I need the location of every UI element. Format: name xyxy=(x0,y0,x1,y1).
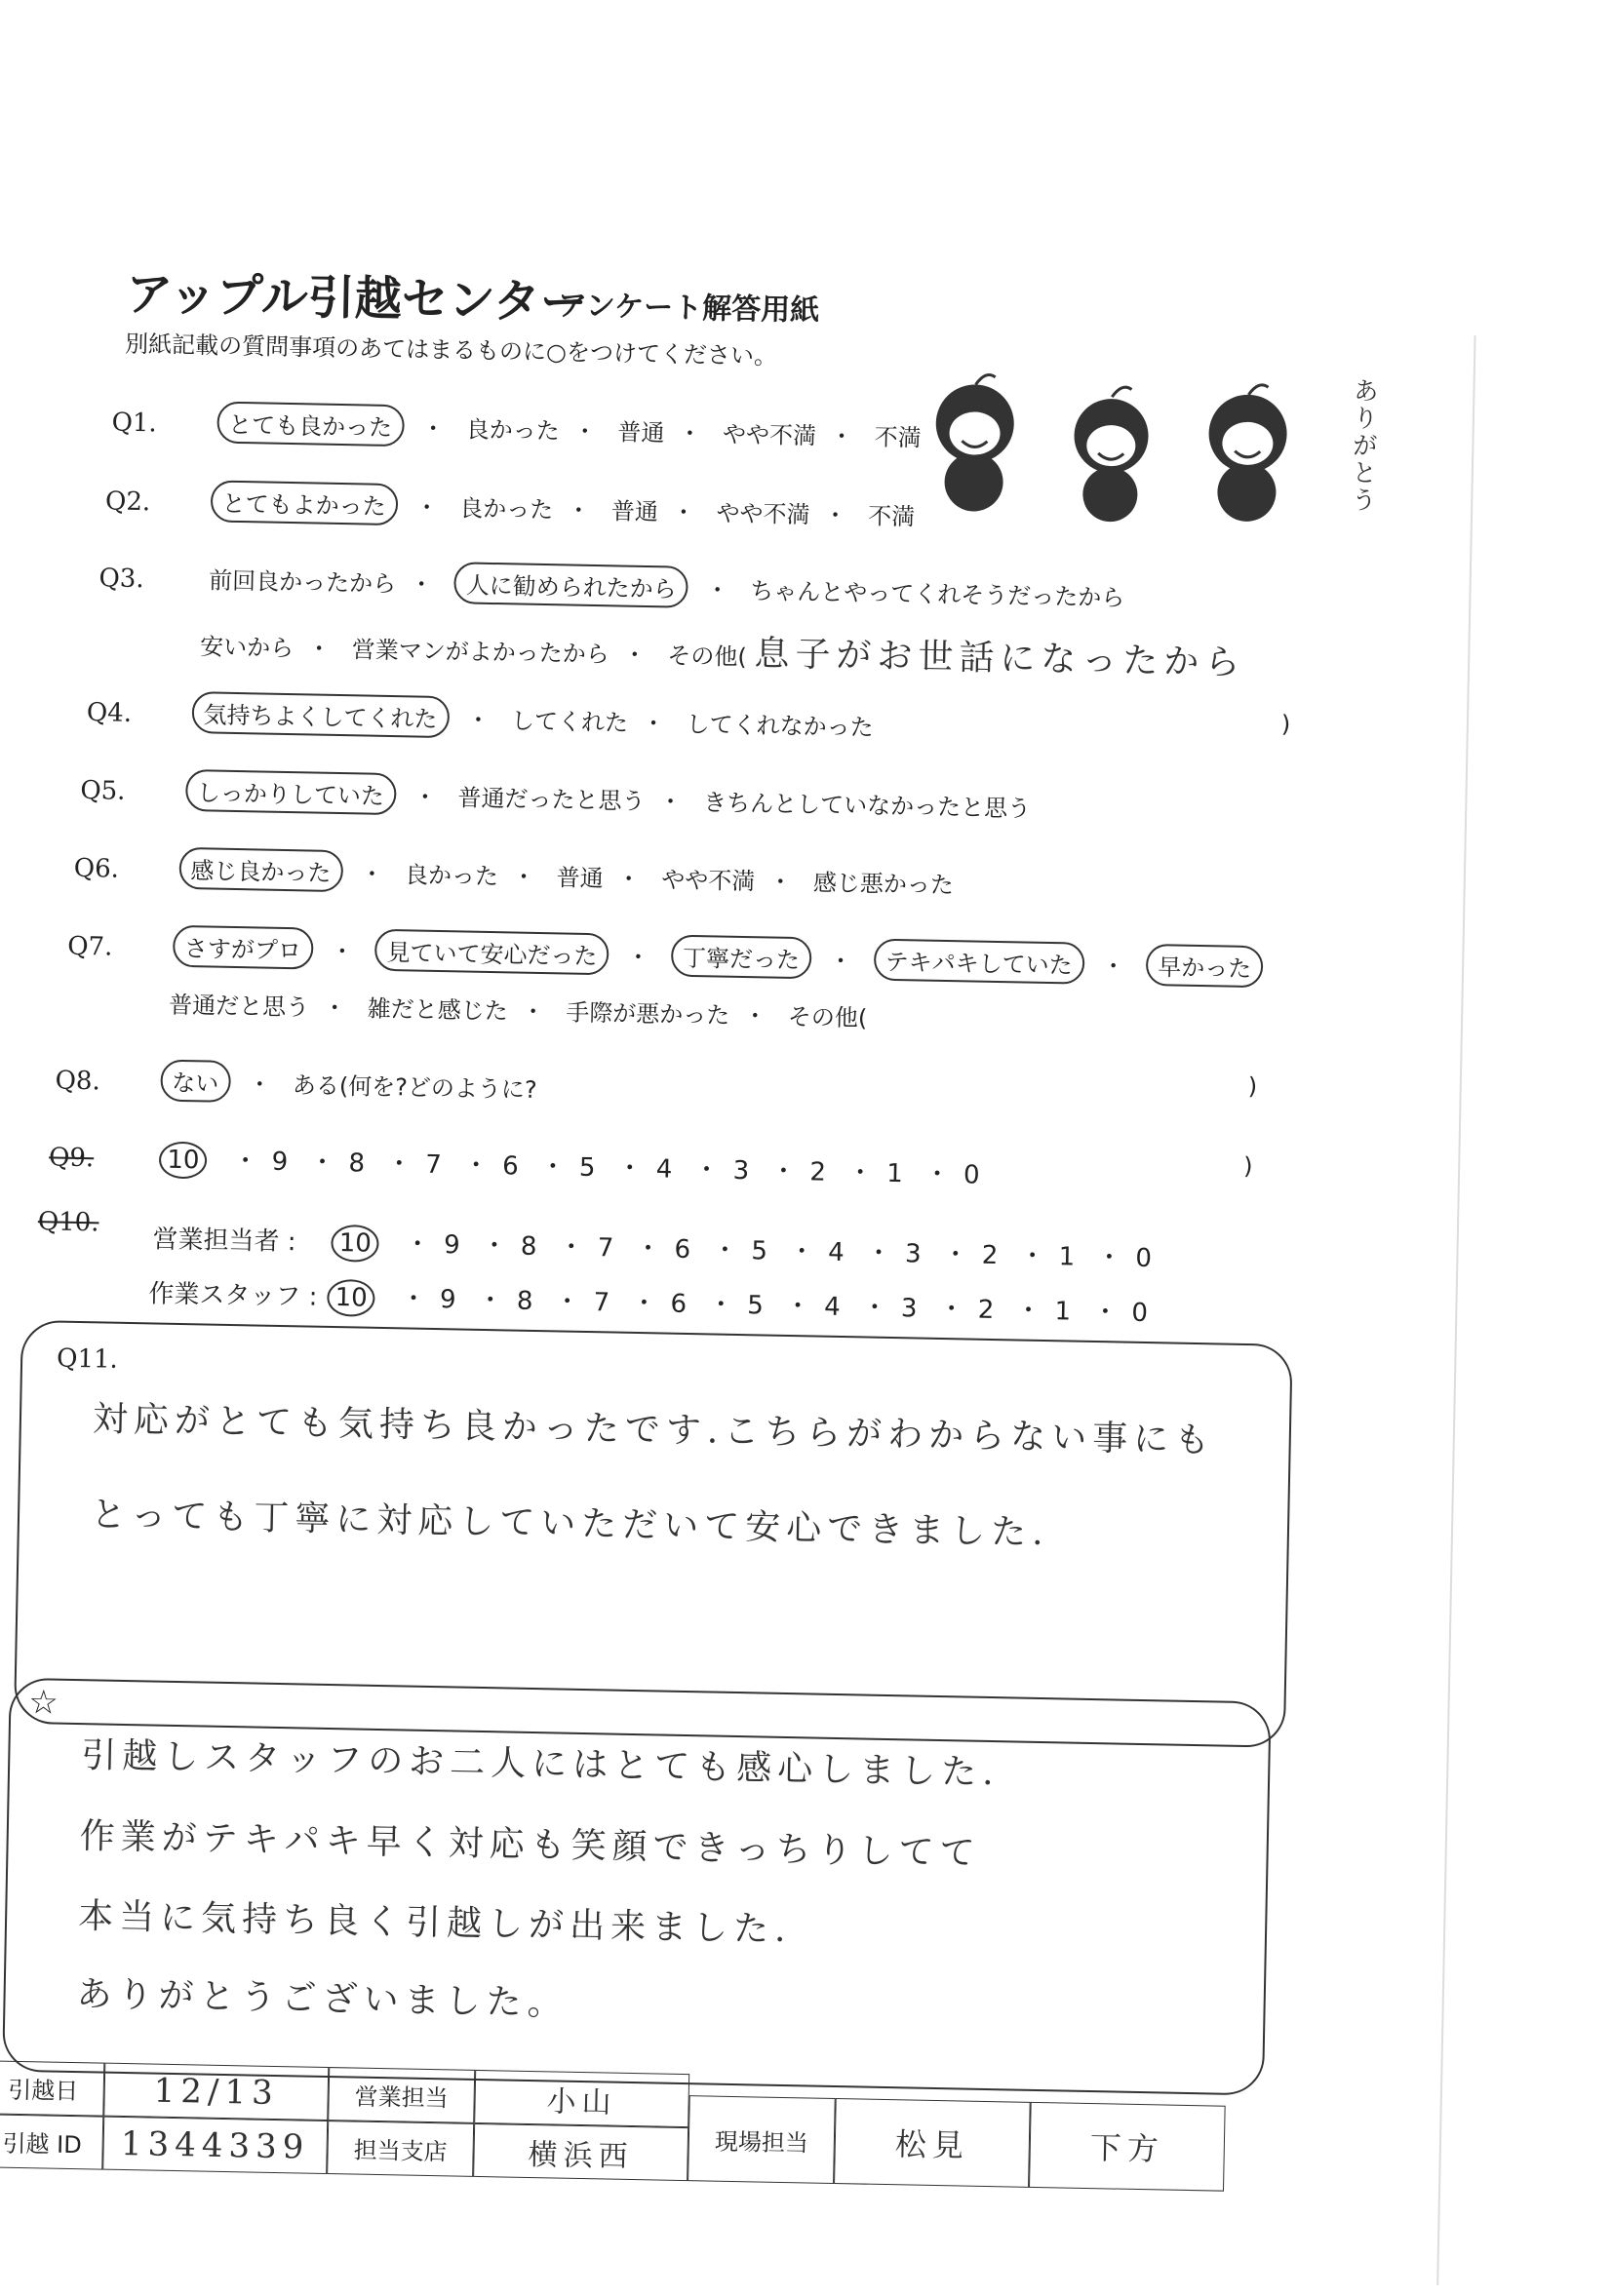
q2-option[interactable]: 不満 xyxy=(867,502,916,531)
q6-option[interactable]: やや不満 xyxy=(660,866,756,896)
q2-option-selected[interactable]: とてもよかった xyxy=(210,480,398,525)
question-8: Q8. ない ・ ある(何を?どのように? xyxy=(55,1057,537,1108)
q2-option[interactable]: やや不満 xyxy=(716,499,810,529)
q5-option[interactable]: きちんとしていなかったと思う xyxy=(702,789,1032,823)
sales-value: 小山 xyxy=(474,2070,689,2127)
star-comment-line1: 引越しスタッフのお二人にはとても感心しました. xyxy=(80,1735,1001,1794)
q10-staff-score-selected[interactable]: 10 xyxy=(327,1279,375,1317)
q3-option[interactable]: ちゃんとやってくれそうだったから xyxy=(750,577,1125,612)
q11-comment-line1: 対応がとても気持ち良かったです.こちらがわからない事にも xyxy=(92,1399,1216,1461)
q1-option[interactable]: 良かった xyxy=(465,415,561,446)
q7-option-selected[interactable]: 見ていて安心だった xyxy=(374,929,609,976)
company-title: アップル引越センター xyxy=(125,266,588,331)
q9-score-selected[interactable]: 10 xyxy=(159,1142,208,1180)
mascot-illustration xyxy=(900,354,1361,528)
q10-sales-row: 営業担当者 : 10 ・ 9 ・ 8 ・ 7 ・ 6 ・ 5 ・ 4 ・ 3 ・ 2 ・ 1 ・ 0 xyxy=(152,1225,1153,1274)
q4-option[interactable]: してくれた xyxy=(510,707,629,737)
page-edge xyxy=(1436,335,1475,2285)
question-10-num: Q10. xyxy=(37,1207,99,1238)
question-7-line1: Q7. さすがプロ ・ 見ていて安心だった ・ 丁寧だった ・ テキパキしていた ・ 早かった xyxy=(67,923,1268,989)
q4-option-selected[interactable]: 気持ちよくしてくれた xyxy=(191,691,450,738)
q9-close-paren: ) xyxy=(1242,1151,1253,1181)
q11-label: Q11. xyxy=(56,1343,119,1375)
question-2: Q2. とてもよかった ・ 良かった ・ 普通 ・ やや不満 ・ 不満 xyxy=(105,478,916,535)
question-3-line1: Q3. 前回良かったから ・ 人に勧められたから ・ ちゃんとやってくれそうだったから xyxy=(98,555,1125,616)
q3-option-selected[interactable]: 人に勧められたから xyxy=(453,562,688,608)
question-7-line2: 普通だと思う ・ 雑だと感じた ・ 手際が悪かった ・ その他( xyxy=(169,986,868,1033)
q10-staff-row: 作業スタッフ : 10 ・ 9 ・ 8 ・ 7 ・ 6 ・ 5 ・ 4 ・ 3 ・ 2 ・ 1 ・ 0 xyxy=(148,1279,1149,1329)
q4-option[interactable]: してくれなかった xyxy=(686,710,874,742)
q7-option[interactable]: その他( xyxy=(787,1002,868,1032)
question-9: Q9. 10 ・ 9 ・ 8 ・ 7 ・ 6 ・ 5 ・ 4 ・ 3 ・ 2 ・ 1 ・ 0 xyxy=(48,1143,980,1190)
star-comment-line4: ありがとうございました。 xyxy=(76,1974,569,2024)
question-5: Q5. しっかりしていた ・ 普通だったと思う ・ きちんとしていなかったと思う xyxy=(80,767,1032,828)
q10-sales-score-selected[interactable]: 10 xyxy=(331,1225,379,1263)
q3-close-paren: ) xyxy=(1280,710,1291,738)
q1-option-selected[interactable]: とても良かった xyxy=(216,402,405,448)
moving-date-label: 引越日 xyxy=(0,2060,104,2116)
instruction-text: 別紙記載の質問事項のあてはまるものに○をつけてください。 xyxy=(124,330,778,370)
q2-option[interactable]: 良かった xyxy=(458,494,554,525)
q3-option[interactable]: 営業マンがよかったから xyxy=(351,636,610,669)
q3-option[interactable]: 安いから xyxy=(199,633,295,663)
q2-option[interactable]: 普通 xyxy=(610,497,659,526)
q1-option[interactable]: やや不満 xyxy=(722,420,817,450)
site-staff-2: 下方 xyxy=(1029,2102,1226,2192)
q7-option-selected[interactable]: さすがプロ xyxy=(173,925,314,970)
q6-option[interactable]: 感じ悪かった xyxy=(812,869,955,900)
question-4: Q4. 気持ちよくしてくれた ・ してくれた ・ してくれなかった xyxy=(87,689,875,746)
q1-option[interactable]: 普通 xyxy=(617,418,665,448)
move-id-label: 引越 ID xyxy=(0,2114,103,2169)
q3-option[interactable]: 前回良かったから xyxy=(208,566,397,599)
site-staff-1: 松見 xyxy=(834,2098,1031,2188)
q7-option[interactable]: 雑だと感じた xyxy=(367,994,508,1026)
q11-comment-line2: とっても丁寧に対応していただいて安心できました. xyxy=(90,1495,1050,1554)
q8-close-paren: ) xyxy=(1247,1071,1258,1101)
site-label: 現場担当 xyxy=(688,2095,836,2184)
branch-label: 担当支店 xyxy=(327,2121,474,2177)
moving-date-value: 12/13 xyxy=(103,2063,329,2121)
star-comment-line3: 本当に気持ち良く引越しが出来ました. xyxy=(77,1896,792,1951)
q7-option-selected[interactable]: 丁寧だった xyxy=(671,935,812,980)
star-comment-line2: 作業がテキパキ早く対応も笑顔できっちりしてて xyxy=(79,1816,981,1874)
question-6: Q6. 感じ良かった ・ 良かった ・ 普通 ・ やや不満 ・ 感じ悪かった xyxy=(73,845,954,904)
q8-option[interactable]: ある(何を?どのように? xyxy=(292,1071,537,1104)
q7-option[interactable]: 普通だと思う xyxy=(168,991,310,1022)
q7-option-selected[interactable]: テキパキしていた xyxy=(873,939,1084,985)
q1-option[interactable]: 不満 xyxy=(874,423,922,452)
star-mark: ☆ xyxy=(27,1683,59,1723)
branch-value: 横浜西 xyxy=(473,2123,688,2181)
question-1: Q1. とても良かった ・ 良かった ・ 普通 ・ やや不満 ・ 不満 xyxy=(111,399,922,456)
q7-option[interactable]: 手際が悪かった xyxy=(566,998,730,1030)
move-id-value: 1344339 xyxy=(102,2117,328,2174)
question-3-line2: 安いから ・ 営業マンがよかったから ・ その他( 息子がお世話になったから xyxy=(200,615,1246,685)
form-subtitle: アンケート解答用紙 xyxy=(557,289,820,329)
q5-option-selected[interactable]: しっかりしていた xyxy=(185,769,397,815)
q8-option-selected[interactable]: ない xyxy=(160,1060,231,1103)
q3-other-handwritten: 息子がお世話になったから xyxy=(754,634,1246,683)
q7-option-selected[interactable]: 早かった xyxy=(1146,944,1264,988)
sales-label: 営業担当 xyxy=(328,2067,475,2123)
q5-option[interactable]: 普通だったと思う xyxy=(457,784,646,816)
q3-option[interactable]: その他( xyxy=(667,642,748,672)
mascot-thank-you: ありがとう xyxy=(1347,376,1379,515)
q6-option-selected[interactable]: 感じ良かった xyxy=(178,847,343,892)
q6-option[interactable]: 普通 xyxy=(556,864,604,893)
q6-option[interactable]: 良かった xyxy=(404,861,499,891)
